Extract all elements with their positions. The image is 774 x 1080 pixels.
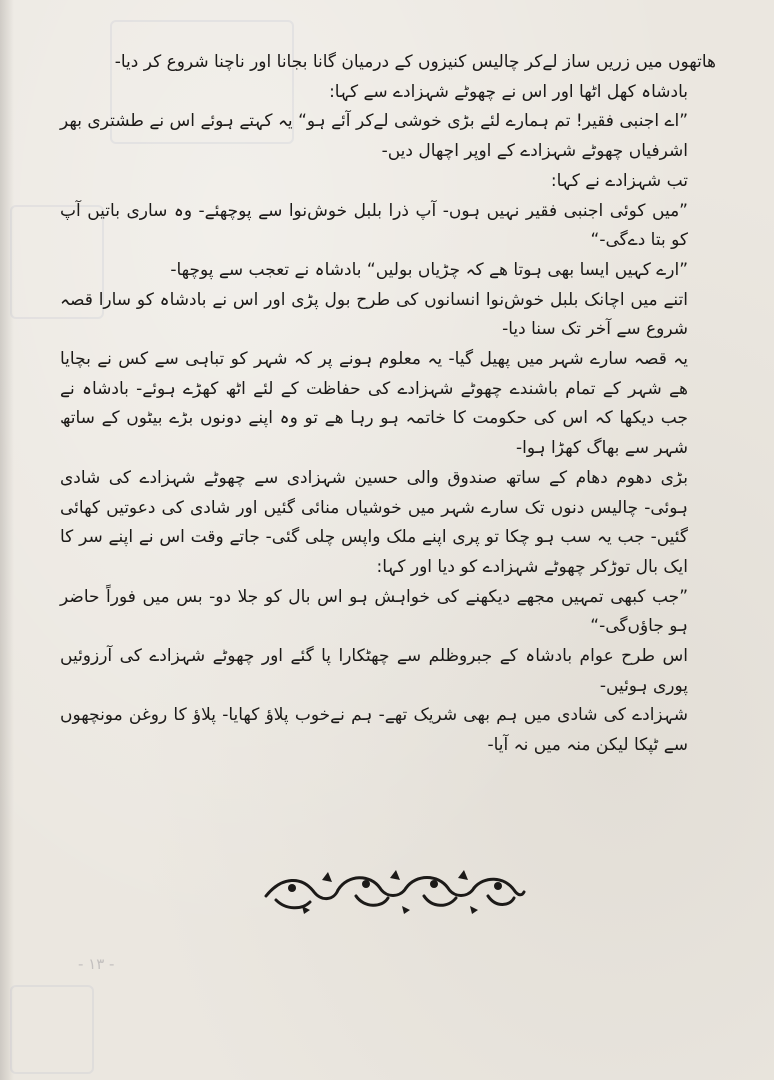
paragraph: ”جب کبھی تمہیں مجھے دیکھنے کی خواہش ہو اس بال کو جلا دو- بس میں فوراً حاضر ہو جاؤں‌گی-“ <box>60 586 688 637</box>
floral-ornament-icon <box>262 866 526 914</box>
paragraph: تب شہزادے نے کہا: <box>550 170 688 191</box>
paragraph: اس طرح عوام بادشاہ کے جبروظلم سے چھٹکارا پا گئے اور چھوٹے شہزادے کی آرزوئیں پوری ہوئیں- <box>60 646 688 696</box>
paragraph: شہزادے کی شادی میں ہم بھی شریک تھے- ہم نےخوب پلاؤ کھایا- پلاؤ کا روغن مونچھوں سے ٹپکا لیکن منہ میں نہ آیا- <box>60 705 688 756</box>
paragraph: هاتھوں میں زریں ساز لےکر چالیس کنیزوں کے درمیان گانا بجانا اور ناچنا شروع کر دیا- <box>114 52 716 72</box>
story-text <box>60 48 716 761</box>
paragraph: یہ قصہ سارے شہر میں پھیل گیا- یہ معلوم ہونے پر کہ شہر کو تباہی سے کس نے بچایا ھے شہر کے تمام باشندے چھوٹے شہزادے کی حفاظت کے لئے اٹھ کھڑے ہوئے- بادشاہ نے جب دیکھا کہ اس کی حکومت کا خاتمہ ہو رہا ھے تو وہ اپنے دونوں بڑے بیٹوں کے ساتھ شہر سے بھاگ کھڑا ہوا- <box>60 349 688 459</box>
paragraph: ”ارے کہیں ایسا بھی ہوتا ھے کہ چڑیاں بولیں“ بادشاہ نے تعجب سے پوچھا- <box>170 259 688 280</box>
paragraph: ”اے اجنبی فقیر! تم ہمارے لئے بڑی خوشی لےکر آئے ہو“ یہ کہتے ہوئے اس نے طشتری بھر اشرفیاں چھوٹے شہزادے کے اوپر اچھال دیں- <box>60 111 688 162</box>
page-edge-shadow <box>0 0 14 1080</box>
page-number: - ۱۳ - <box>78 955 115 973</box>
paragraph: ”میں کوئی اجنبی فقیر نہیں ہوں- آپ ذرا بلبل خوش‌نوا سے پوچھئے- وہ ساری باتیں آپ کو بتا دےگی-“ <box>60 200 688 251</box>
paragraph: بڑی دھوم دھام کے ساتھ صندوق والی حسین شہزادی سے چھوٹے شہزادے کی شادی ہوئی- چالیس دنوں تک سارے شہر میں خوشیاں منائی گئیں اور شادی کی دعوتیں کھائی گئیں- جب یہ سب ہو چکا تو پری اپنے ملک واپس چلی گئی- جاتے وقت اس نے اپنے سر کا ایک بال توڑکر چھوٹے شہزادے کو دیا اور کہا: <box>60 467 688 577</box>
paragraph: بادشاہ کھل اٹھا اور اس نے چھوٹے شہزادے سے کہا: <box>329 81 688 102</box>
paragraph: اتنے میں اچانک بلبل خوش‌نوا انسانوں کی طرح بول پڑی اور اس نے بادشاہ کو سارا قصہ شروع سے آخر تک سنا دیا- <box>60 289 688 340</box>
bleed-through-mark <box>10 985 94 1074</box>
